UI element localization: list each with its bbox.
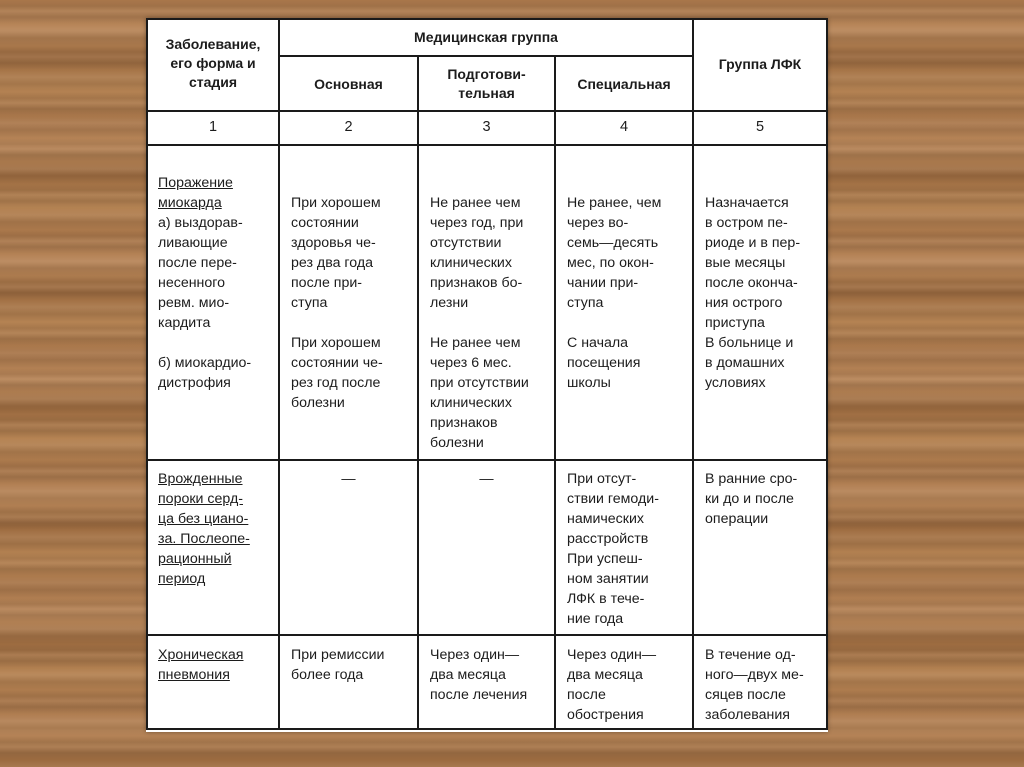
col3-divider: [554, 55, 556, 730]
row1-basic: При хорошем состоянии здоровья че- рез два года после при- ступа При хорошем состоянии че- рез год после болезни: [291, 195, 383, 411]
table-border-bottom: [146, 728, 828, 730]
header-disease: Заболевание, его форма и стадия: [165, 36, 261, 90]
row1-bottom-line: [146, 459, 828, 461]
row1-disease: [158, 153, 278, 393]
row2-lfk: В ранние сро- ки до и после операции: [705, 471, 798, 527]
row3-special: Через один— два месяца после обострения: [567, 647, 657, 723]
column-number-1: 1: [208, 119, 218, 135]
column-number-2: 2: [344, 119, 353, 135]
row2-bottom-line: [146, 634, 828, 636]
numbers-bottom-line: [146, 144, 828, 146]
row3-disease: Хроническая пневмония: [158, 647, 244, 683]
row3-basic: При ремиссии более года: [291, 647, 385, 683]
header-preparatory: Подготови- тельная: [447, 66, 526, 101]
header-basic: Основная: [314, 76, 383, 92]
header-subdivider: [278, 55, 693, 57]
header-lfk-group: Группа ЛФК: [718, 56, 802, 72]
row3-preparatory: Через один— два месяца после лечения: [430, 647, 528, 703]
row2-basic: —: [341, 471, 356, 487]
column-number-3: 3: [482, 119, 491, 135]
row1-disease-title: Поражение миокарда: [158, 175, 233, 211]
col2-divider: [417, 55, 419, 730]
table-sheet: [146, 18, 828, 732]
header-medical-group: Медицинская группа: [414, 29, 558, 45]
row1-preparatory: Не ранее чем через год, при отсутствии клинических признаков бо- лезни Не ранее чем через 6 мес. при отсутствии клинических признаков болезни: [430, 195, 529, 451]
row3-lfk: В течение од- ного—двух ме- сяцев после заболевания: [705, 647, 804, 723]
row2-preparatory: —: [479, 471, 494, 487]
header-special: Специальная: [577, 76, 671, 92]
row1-lfk: Назначается в остром пе- риоде и в пер- вые месяцы после оконча- ния острого приступа В больнице и в домашних условиях: [705, 195, 801, 391]
column-number-5: 5: [755, 119, 765, 135]
row1-special: Не ранее, чем через во- семь—десять мес, по окон- чании при- ступа С начала посещения школы: [567, 195, 662, 391]
row2-disease: Врожденные пороки серд- ца без циано- за. Послеопе- рационный период: [158, 471, 250, 587]
row1-disease-stages: а) выздорав- ливающие после пере- несенного ревм. мио- кардита б) миокардио- дистрофия: [158, 215, 252, 391]
table-border-top: [146, 18, 828, 20]
header-bottom-line: [146, 110, 828, 112]
table-border-right: [826, 18, 828, 730]
column-number-4: 4: [619, 119, 629, 135]
row2-special: При отсут- ствии гемоди- намических расстройств При успеш- ном занятии ЛФК в тече- ние года: [567, 471, 659, 627]
